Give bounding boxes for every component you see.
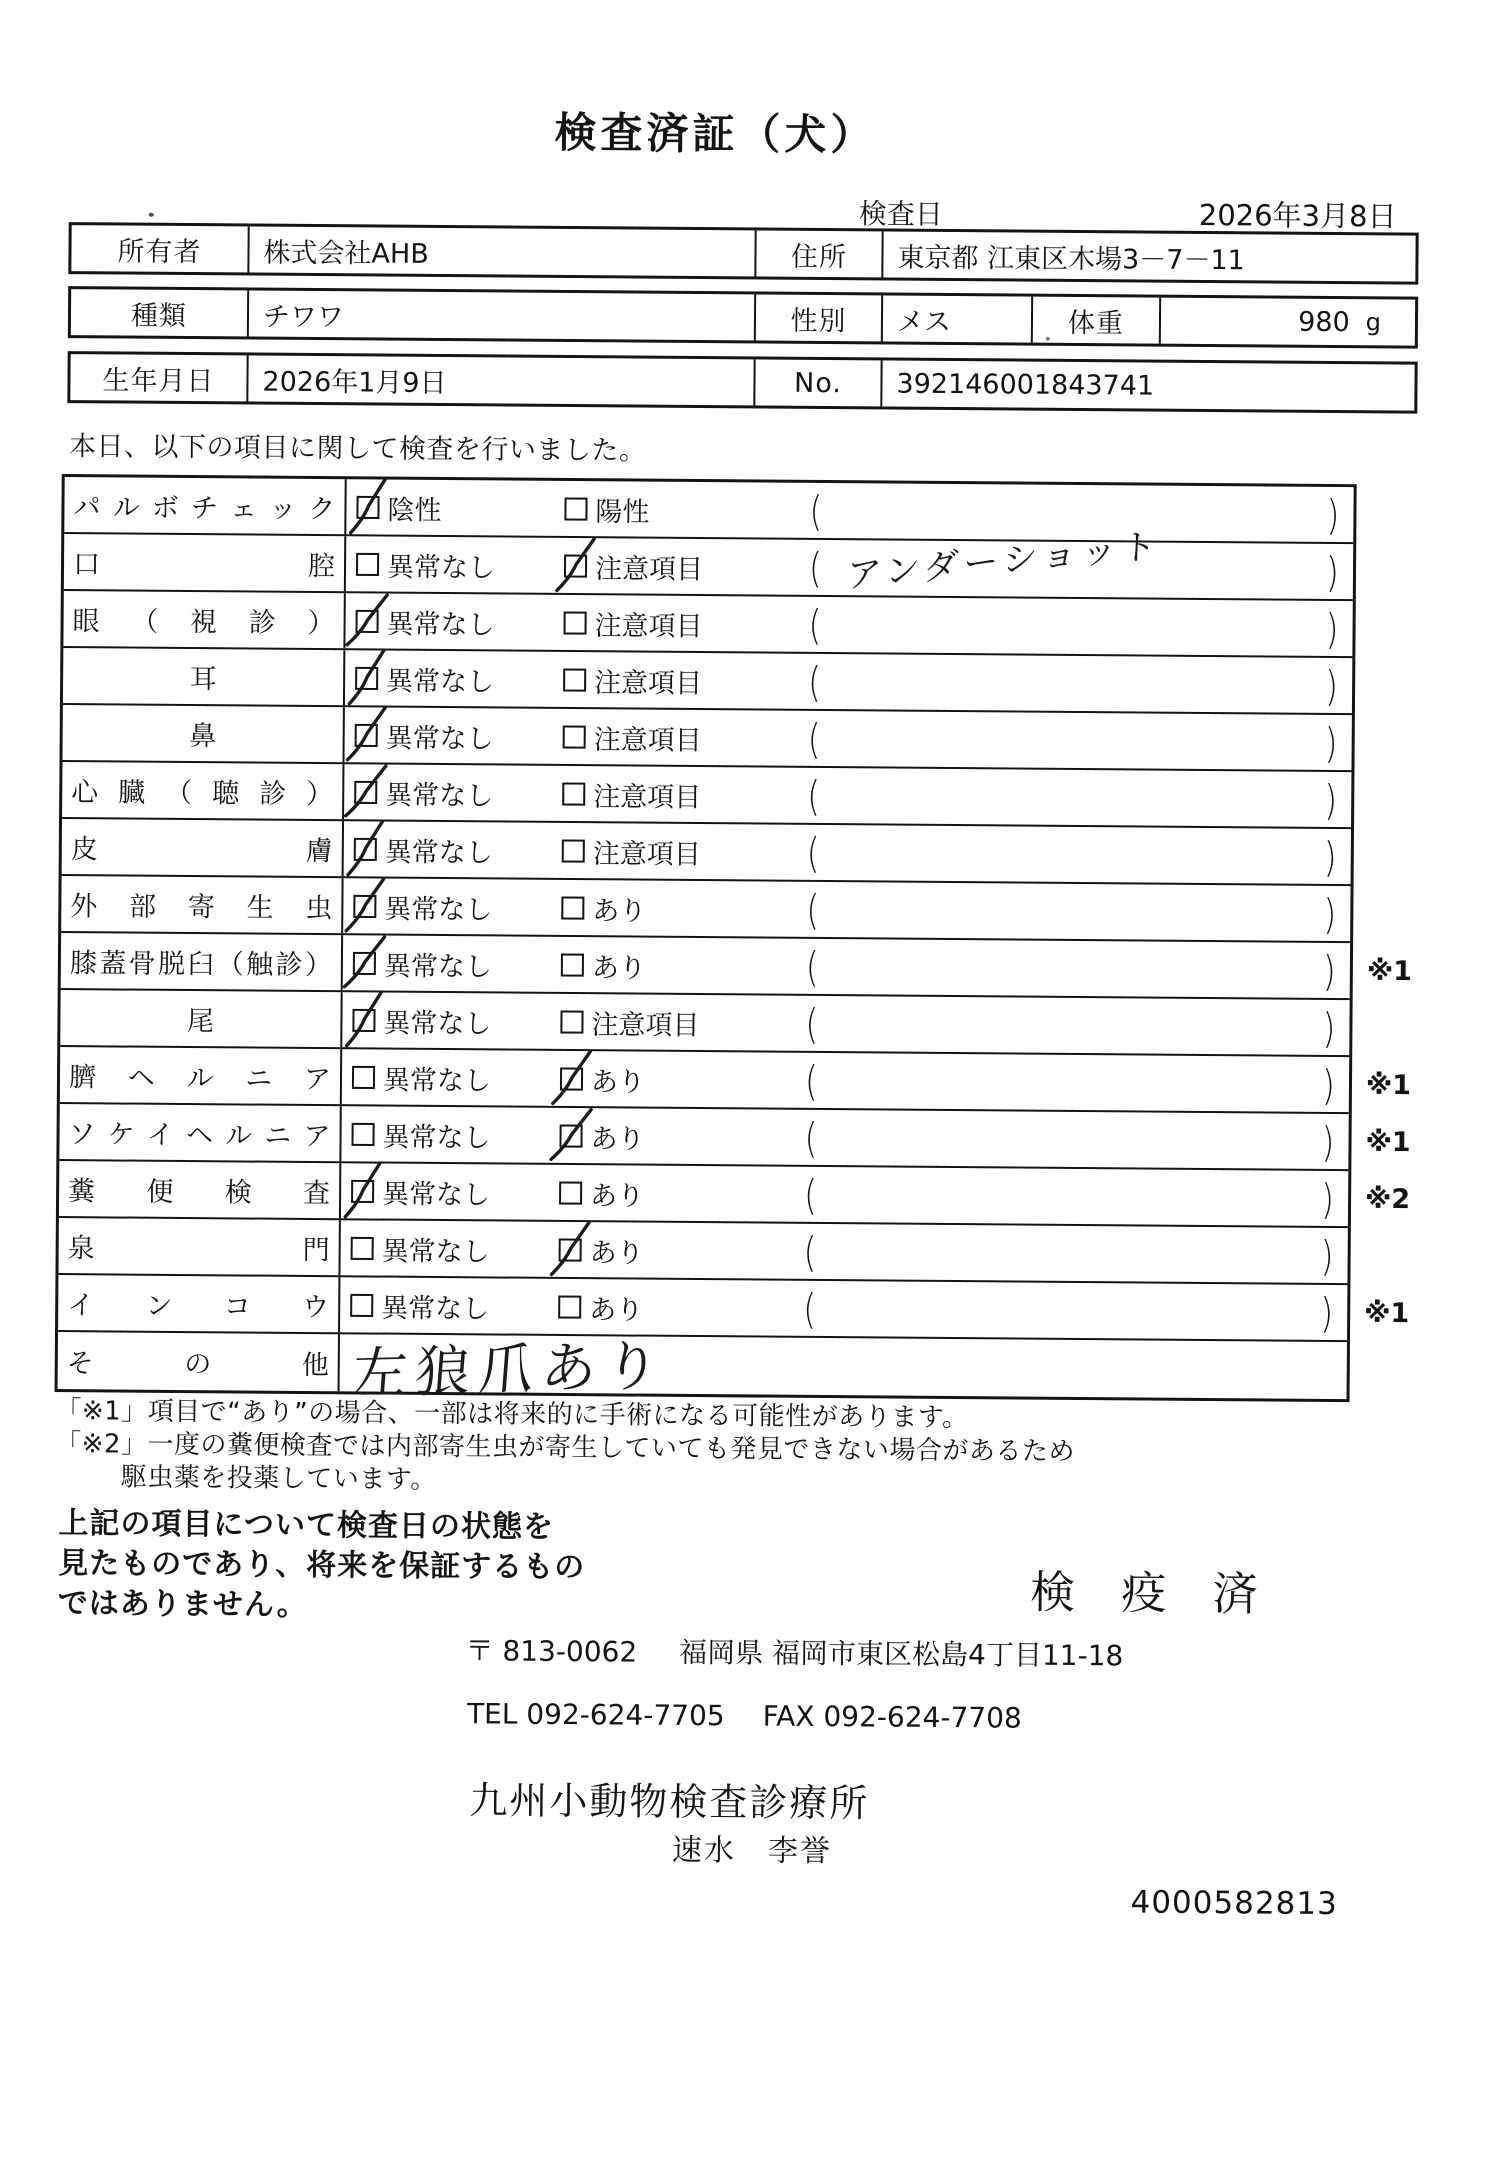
checkbox xyxy=(351,1236,374,1259)
checklist-row xyxy=(59,1161,1411,1228)
footnote-marker: ※1 xyxy=(1366,955,1413,987)
sex-label: 性別 xyxy=(756,294,883,341)
handwritten-check-icon xyxy=(340,930,390,993)
handwritten-check-icon xyxy=(342,816,391,878)
owner-value: 株式会社AHB xyxy=(249,226,756,276)
checklist-row-label: ソ ケ イ ヘ ル ニ ア xyxy=(59,1104,341,1161)
clinic-tel: TEL 092-624-7705 xyxy=(466,1697,725,1733)
checkbox-option xyxy=(561,945,646,985)
scan-speck xyxy=(1046,337,1050,341)
veterinarian-name: 速水 李誉 xyxy=(671,1832,833,1870)
checkbox-option-label: 異常なし xyxy=(381,1178,491,1211)
checkbox-option-label: 注意項目 xyxy=(593,724,702,757)
checkbox xyxy=(559,1124,582,1147)
checklist-row xyxy=(60,1047,1412,1114)
weight-value xyxy=(1161,298,1415,346)
close-paren: ) xyxy=(1324,661,1339,710)
checkbox-option xyxy=(355,715,494,755)
checkbox-option xyxy=(355,601,494,641)
checkbox xyxy=(559,1181,582,1204)
footnote-marker: ※1 xyxy=(1364,1297,1410,1329)
checkbox-option xyxy=(559,1173,644,1213)
checklist-row xyxy=(62,819,1351,886)
checkbox-option xyxy=(356,544,495,584)
no-value: 392146001843741 xyxy=(896,368,1155,402)
checkbox xyxy=(356,552,379,575)
open-paren: ( xyxy=(808,600,822,649)
checklist-row xyxy=(60,990,1349,1057)
close-paren: ) xyxy=(1320,1231,1334,1280)
checklist-row xyxy=(59,1104,1411,1171)
checklist-table xyxy=(55,474,1413,1406)
weight-unit: g xyxy=(1365,308,1382,337)
checkbox-option xyxy=(561,888,646,928)
checkbox xyxy=(564,611,587,634)
footnote-marker: ※1 xyxy=(1365,1126,1411,1158)
close-paren: ) xyxy=(1324,775,1338,824)
checklist-row xyxy=(62,762,1351,829)
birth-label: 生年月日 xyxy=(70,354,248,401)
checklist-row xyxy=(61,933,1413,1000)
quarantine-stamp: 検 疫 済 xyxy=(1029,1565,1274,1621)
handwritten-check-icon xyxy=(342,759,392,822)
close-paren: ) xyxy=(1324,718,1338,767)
species-value: チワワ xyxy=(249,290,756,340)
weight-label: 体重 xyxy=(1033,297,1161,344)
checkbox xyxy=(562,782,585,805)
checkbox-option-label: 異常なし xyxy=(386,551,496,584)
clinic-address: 福岡県 福岡市東区松島4丁目11-18 xyxy=(679,1635,1124,1673)
checkbox xyxy=(560,1067,583,1090)
scan-speck xyxy=(149,213,154,217)
checkbox xyxy=(561,953,584,976)
checkbox xyxy=(561,896,584,919)
checkbox-option xyxy=(562,831,701,871)
checkbox-option-label: 異常なし xyxy=(384,836,493,869)
checkbox xyxy=(355,666,378,689)
checkbox xyxy=(562,839,585,862)
checkbox-option xyxy=(351,1171,490,1211)
checklist-row-label: 尾 xyxy=(60,990,342,1047)
checkbox-option xyxy=(560,1002,699,1042)
clinic-phone-line xyxy=(467,1697,1022,1734)
close-paren: ) xyxy=(1320,1288,1334,1337)
checkbox-option xyxy=(563,660,702,700)
owner-label: 所有者 xyxy=(71,225,249,272)
handwritten-check-icon xyxy=(340,987,389,1049)
checklist-row-label: 皮 膚 xyxy=(62,819,344,876)
page-title: 検査済証（犬） xyxy=(554,107,877,160)
checklist-row xyxy=(58,1332,1347,1406)
checkbox-option-label: あり xyxy=(590,1123,645,1155)
footnote-2: 「※2」一度の糞便検査では内部寄生虫が寄生していても発見できない場合があるため xyxy=(55,1429,1076,1468)
checklist-row-label: 耳 xyxy=(63,648,345,705)
checklist-row-label: 糞 便 検 査 xyxy=(59,1161,341,1218)
close-paren: ) xyxy=(1323,832,1337,881)
checkbox-option xyxy=(559,1230,644,1270)
checkbox-option xyxy=(351,1228,490,1268)
checkbox-option-label: 注意項目 xyxy=(591,1009,700,1042)
checkbox-option xyxy=(558,1287,643,1327)
checkbox xyxy=(355,723,378,746)
close-paren: ) xyxy=(1325,547,1340,596)
checkbox xyxy=(350,1293,373,1316)
checkbox-option-label: 異常なし xyxy=(381,1292,490,1325)
serial-number: 4000582813 xyxy=(1130,1884,1338,1923)
close-paren: ) xyxy=(1320,1174,1335,1223)
footnote-marker: ※2 xyxy=(1364,1183,1411,1215)
checklist-row-label: 鼻 xyxy=(63,705,345,762)
close-paren: ) xyxy=(1325,604,1339,653)
open-paren: ( xyxy=(803,1284,817,1333)
checkbox-option-label: 注意項目 xyxy=(592,838,701,871)
checklist-row-label: 泉 門 xyxy=(58,1218,340,1275)
checkbox-option-label: 異常なし xyxy=(382,1064,492,1097)
close-paren: ) xyxy=(1321,1117,1335,1166)
clinic-name: 九州小動物検査診療所 xyxy=(469,1778,870,1826)
birth-value: 2026年1月9日 xyxy=(248,355,755,405)
checkbox-option-label: 注意項目 xyxy=(593,781,702,814)
checkbox xyxy=(563,725,586,748)
checkbox xyxy=(351,1122,374,1145)
checklist-row xyxy=(63,648,1352,715)
close-paren: ) xyxy=(1322,946,1336,995)
checkbox-option-label: 異常なし xyxy=(386,665,495,698)
checkbox-option-label: 異常なし xyxy=(385,779,494,812)
checklist-row-label: パ ル ボ チ ェ ッ ク xyxy=(64,477,346,534)
checkbox-option-label: 注意項目 xyxy=(594,667,703,700)
weight-number: 980 xyxy=(1298,306,1350,338)
handwritten-check-icon xyxy=(553,534,599,594)
checklist-row xyxy=(61,876,1350,943)
checkbox xyxy=(564,497,587,520)
open-paren: ( xyxy=(808,543,823,592)
open-paren: ( xyxy=(807,657,822,706)
checkbox-option-label: あり xyxy=(589,1180,645,1212)
intro-sentence: 本日、以下の項目に関して検査を行いました。 xyxy=(68,431,647,467)
owner-table xyxy=(68,222,1418,285)
checklist-row-label: そ の 他 xyxy=(58,1332,340,1391)
checkbox-option xyxy=(564,489,649,529)
checklist-row-label: 心 臓 （ 聴 診 ） xyxy=(62,762,344,819)
checklist-row xyxy=(64,526,1353,601)
checklist-row xyxy=(63,591,1352,658)
handwritten-check-icon xyxy=(343,703,389,763)
checkbox-option-label: 異常なし xyxy=(386,608,495,641)
handwritten-check-icon xyxy=(339,1158,388,1220)
checkbox-option-label: 異常なし xyxy=(384,893,493,926)
checkbox-option xyxy=(351,1114,490,1154)
clinic-address-line xyxy=(465,1629,1123,1674)
disclaimer-line-1: 上記の項目について検査日の状態を xyxy=(58,1506,555,1545)
checkbox xyxy=(354,837,377,860)
checkbox-option xyxy=(355,658,494,698)
checkbox-option-label: 異常なし xyxy=(381,1235,490,1268)
open-paren: ( xyxy=(806,885,820,934)
checkbox-option xyxy=(354,772,493,812)
close-paren: ) xyxy=(1322,1003,1336,1052)
handwritten-check-icon xyxy=(547,1218,593,1278)
inspection-date-value: 2026年3月8日 xyxy=(1198,197,1397,234)
clinic-postal-code: 〒 813-0062 xyxy=(465,1634,638,1669)
disclaimer-line-2: 見たものであり、将来を保証するもの xyxy=(58,1546,586,1586)
checklist-row-label: イ ン コ ウ xyxy=(58,1275,340,1332)
checklist-row-label: 膝 蓋 骨 脱 臼 （ 触 診 ） xyxy=(61,933,343,990)
checklist-row xyxy=(58,1218,1347,1285)
checklist-row xyxy=(58,1275,1410,1342)
checkbox xyxy=(560,1010,583,1033)
checkbox-option-label: あり xyxy=(592,895,647,927)
footnote-marker: ※1 xyxy=(1365,1069,1412,1101)
checkbox xyxy=(353,894,376,917)
handwritten-check-icon xyxy=(343,588,393,651)
checkbox-option xyxy=(560,1059,645,1099)
open-paren: ( xyxy=(804,1056,819,1105)
checkbox-option xyxy=(354,829,493,869)
checkbox-option-label: あり xyxy=(590,1066,646,1098)
checkbox-option xyxy=(353,943,492,983)
checkbox xyxy=(352,1008,375,1031)
checkbox-option-label: 異常なし xyxy=(383,1007,492,1040)
close-paren: ) xyxy=(1326,490,1340,539)
checkbox-option-label: あり xyxy=(589,1237,644,1269)
checkbox-option-label: 異常なし xyxy=(383,950,493,983)
checkbox-option xyxy=(353,886,492,926)
checklist-row-label: 臍 ヘ ル ニ ア xyxy=(60,1047,342,1104)
address-label: 住所 xyxy=(756,230,883,277)
handwritten-check-icon xyxy=(342,874,388,934)
checkbox xyxy=(558,1295,581,1318)
checkbox-option xyxy=(562,774,701,814)
checklist-row-label: 口 腔 xyxy=(64,534,346,591)
checkbox-option-label: 陽性 xyxy=(595,496,650,528)
clinic-fax: FAX 092-624-7708 xyxy=(762,1699,1022,1735)
checkbox-option xyxy=(352,1000,491,1040)
handwritten-check-icon xyxy=(549,1047,595,1107)
footnote-1: 「※1」項目で“あり”の場合、一部は将来的に手術になる可能性があります。 xyxy=(55,1396,969,1434)
open-paren: ( xyxy=(806,828,820,877)
checkbox xyxy=(352,1065,375,1088)
handwritten-note: 左狼爪あり xyxy=(349,1333,670,1406)
checkbox-option-label: あり xyxy=(591,952,647,984)
open-paren: ( xyxy=(803,1227,817,1276)
checkbox-option xyxy=(559,1116,644,1156)
checkbox-option xyxy=(356,487,441,527)
handwritten-check-icon xyxy=(344,474,393,536)
checkbox-option-label: 異常なし xyxy=(385,722,494,755)
open-paren: ( xyxy=(809,486,823,535)
checklist-row xyxy=(62,705,1351,772)
open-paren: ( xyxy=(804,1113,818,1162)
checkbox-option-label: 注意項目 xyxy=(594,553,704,586)
close-paren: ) xyxy=(1321,1060,1336,1109)
no-label: No. xyxy=(755,359,882,406)
handwritten-check-icon xyxy=(547,1103,597,1166)
checkbox-option xyxy=(564,546,703,586)
handwritten-check-icon xyxy=(343,645,392,707)
open-paren: ( xyxy=(807,771,821,820)
checkbox-option-label: 異常なし xyxy=(382,1121,491,1154)
species-label: 種類 xyxy=(71,289,249,336)
checkbox xyxy=(559,1238,582,1261)
checklist-row-label: 外 部 寄 生 虫 xyxy=(61,876,343,933)
checkbox xyxy=(356,609,379,632)
sex-value: メス xyxy=(883,295,1033,342)
checkbox xyxy=(563,668,586,691)
footnote-2-continued: 駆虫薬を投薬しています。 xyxy=(120,1462,437,1496)
checkbox xyxy=(356,495,379,518)
checkbox xyxy=(353,951,376,974)
checkbox xyxy=(351,1179,374,1202)
checklist-row-label: 眼 （ 視 診 ） xyxy=(63,591,345,648)
checkbox-option-label: 陰性 xyxy=(387,494,442,527)
checkbox-option-label: 注意項目 xyxy=(594,610,703,643)
disclaimer-line-3: ではありません。 xyxy=(57,1586,308,1623)
checkbox xyxy=(354,780,377,803)
checkbox xyxy=(564,554,587,577)
open-paren: ( xyxy=(807,714,821,763)
open-paren: ( xyxy=(803,1170,818,1219)
address-value: 東京都 江東区木場3－7－11 xyxy=(897,242,1245,276)
inspection-date-label: 検査日 xyxy=(858,197,943,231)
checkbox-option xyxy=(350,1285,489,1325)
checkbox-option xyxy=(563,717,702,757)
animal-table xyxy=(68,286,1418,349)
open-paren: ( xyxy=(805,999,819,1048)
open-paren: ( xyxy=(805,942,819,991)
checkbox-option-label: あり xyxy=(589,1294,644,1326)
birth-table xyxy=(67,351,1417,414)
checkbox-option xyxy=(563,603,702,643)
handwritten-remark: アンダーショット xyxy=(845,526,1162,597)
checkbox-option xyxy=(352,1057,491,1097)
close-paren: ) xyxy=(1323,889,1337,938)
